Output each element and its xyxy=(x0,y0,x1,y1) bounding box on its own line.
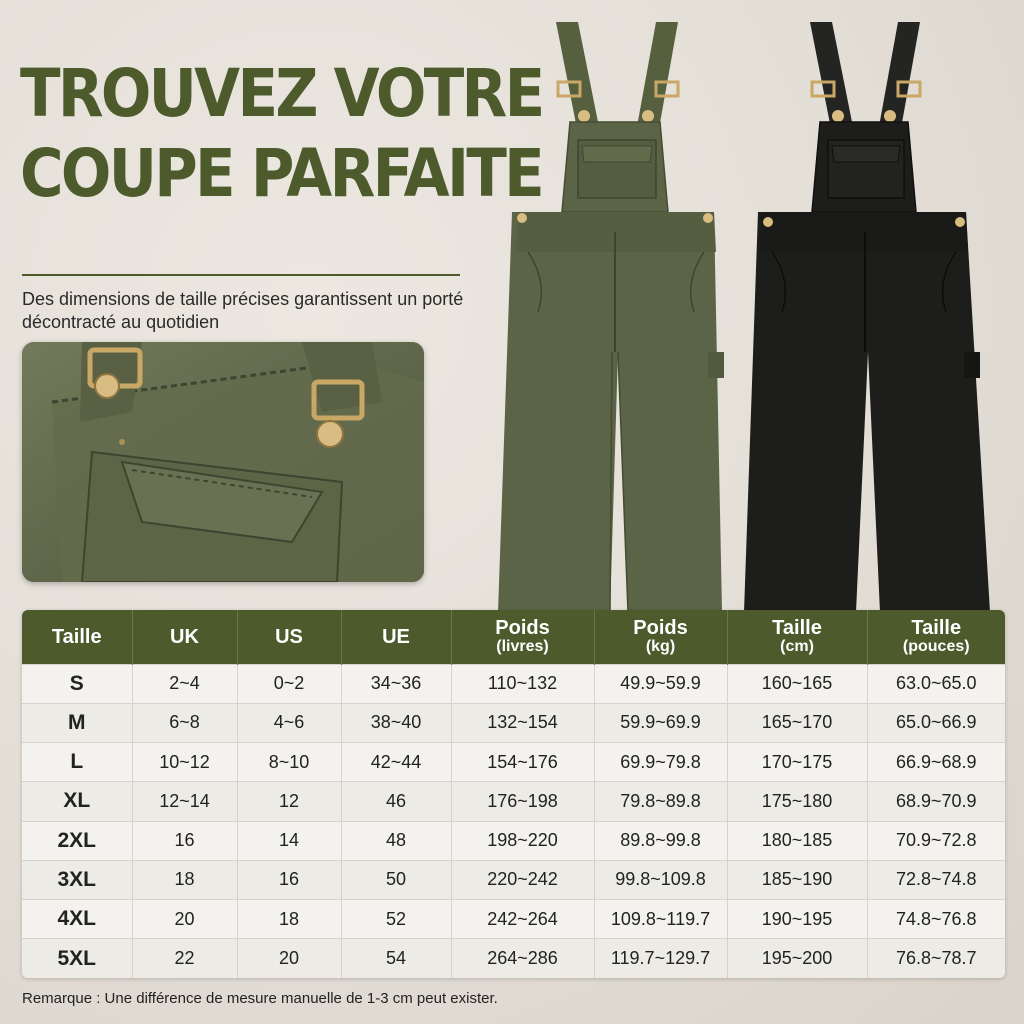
size-cell: 4XL xyxy=(22,900,132,939)
us-cell: 18 xyxy=(237,900,341,939)
uk-cell: 16 xyxy=(132,821,237,860)
size-cell: 3XL xyxy=(22,860,132,899)
weight-lb-cell: 110~132 xyxy=(451,664,594,703)
us-cell: 4~6 xyxy=(237,703,341,742)
table-row xyxy=(22,900,1005,939)
weight-lb-cell: 242~264 xyxy=(451,900,594,939)
weight-kg-cell: 89.8~99.8 xyxy=(594,821,727,860)
height-cm-cell: 185~190 xyxy=(727,860,867,899)
table-row xyxy=(22,860,1005,899)
header-poids-livres: Poids (livres) xyxy=(451,610,594,664)
table-row xyxy=(22,939,1005,978)
ue-cell: 48 xyxy=(341,821,451,860)
header-taille-cm: Taille (cm) xyxy=(727,610,867,664)
size-cell: 2XL xyxy=(22,821,132,860)
header-taille: Taille xyxy=(22,610,132,664)
uk-cell: 10~12 xyxy=(132,743,237,782)
weight-lb-cell: 154~176 xyxy=(451,743,594,782)
ue-cell: 50 xyxy=(341,860,451,899)
table-row xyxy=(22,821,1005,860)
black-overalls-illustration xyxy=(728,22,1000,612)
table-row xyxy=(22,664,1005,703)
header-uk: UK xyxy=(132,610,237,664)
height-in-cell: 70.9~72.8 xyxy=(867,821,1005,860)
closeup-photo xyxy=(22,342,424,582)
uk-cell: 20 xyxy=(132,900,237,939)
green-overalls-illustration xyxy=(478,22,748,612)
height-cm-cell: 160~165 xyxy=(727,664,867,703)
page-title xyxy=(20,54,543,214)
size-cell: 5XL xyxy=(22,939,132,978)
uk-cell: 12~14 xyxy=(132,782,237,821)
weight-lb-cell: 220~242 xyxy=(451,860,594,899)
ue-cell: 38~40 xyxy=(341,703,451,742)
ue-cell: 34~36 xyxy=(341,664,451,703)
us-cell: 12 xyxy=(237,782,341,821)
weight-lb-cell: 264~286 xyxy=(451,939,594,978)
uk-cell: 22 xyxy=(132,939,237,978)
weight-kg-cell: 99.8~109.8 xyxy=(594,860,727,899)
height-in-cell: 76.8~78.7 xyxy=(867,939,1005,978)
size-cell: S xyxy=(22,664,132,703)
weight-kg-cell: 59.9~69.9 xyxy=(594,703,727,742)
closeup-illustration xyxy=(22,342,424,582)
ue-cell: 54 xyxy=(341,939,451,978)
weight-lb-cell: 132~154 xyxy=(451,703,594,742)
height-cm-cell: 195~200 xyxy=(727,939,867,978)
measurement-note: Remarque : Une différence de mesure manuelle de 1-3 cm peut exister. xyxy=(22,990,498,1007)
header-ue: UE xyxy=(341,610,451,664)
uk-cell: 6~8 xyxy=(132,703,237,742)
weight-kg-cell: 49.9~59.9 xyxy=(594,664,727,703)
green-overalls-image xyxy=(478,22,748,612)
weight-kg-cell: 109.8~119.7 xyxy=(594,900,727,939)
title-divider xyxy=(22,274,460,276)
us-cell: 0~2 xyxy=(237,664,341,703)
header-taille-pouces: Taille (pouces) xyxy=(902,616,970,655)
title-line-1: TROUVEZ VOTRE xyxy=(20,55,543,132)
us-cell: 8~10 xyxy=(237,743,341,782)
height-cm-cell: 165~170 xyxy=(727,703,867,742)
height-in-cell: 72.8~74.8 xyxy=(867,860,1005,899)
us-cell: 14 xyxy=(237,821,341,860)
table-row xyxy=(22,782,1005,821)
height-in-cell: 74.8~76.8 xyxy=(867,900,1005,939)
subtitle: Des dimensions de taille précises garantissent un porté décontracté au quotidien xyxy=(22,289,464,332)
height-in-cell: 65.0~66.9 xyxy=(867,703,1005,742)
height-cm-cell: 190~195 xyxy=(727,900,867,939)
height-in-cell: 68.9~70.9 xyxy=(867,782,1005,821)
ue-cell: 46 xyxy=(341,782,451,821)
size-cell: M xyxy=(22,703,132,742)
height-cm-cell: 175~180 xyxy=(727,782,867,821)
title-line-2: COUPE PARFAITE xyxy=(20,135,543,212)
weight-lb-cell: 198~220 xyxy=(451,821,594,860)
uk-cell: 2~4 xyxy=(132,664,237,703)
height-cm-cell: 170~175 xyxy=(727,743,867,782)
height-in-cell: 66.9~68.9 xyxy=(867,743,1005,782)
header-us: US xyxy=(237,610,341,664)
table-header-row xyxy=(22,610,1005,664)
weight-kg-cell: 69.9~79.8 xyxy=(594,743,727,782)
header-poids-kg: Poids (kg) xyxy=(594,610,727,664)
weight-kg-cell: 79.8~89.8 xyxy=(594,782,727,821)
us-cell: 16 xyxy=(237,860,341,899)
table-row xyxy=(22,743,1005,782)
size-cell: XL xyxy=(22,782,132,821)
ue-cell: 42~44 xyxy=(341,743,451,782)
uk-cell: 18 xyxy=(132,860,237,899)
black-overalls-image xyxy=(728,22,1000,612)
size-chart-table xyxy=(22,610,1005,978)
size-cell: L xyxy=(22,743,132,782)
height-cm-cell: 180~185 xyxy=(727,821,867,860)
weight-kg-cell: 119.7~129.7 xyxy=(594,939,727,978)
height-in-cell: 63.0~65.0 xyxy=(867,664,1005,703)
ue-cell: 52 xyxy=(341,900,451,939)
us-cell: 20 xyxy=(237,939,341,978)
weight-lb-cell: 176~198 xyxy=(451,782,594,821)
table-row xyxy=(22,703,1005,742)
